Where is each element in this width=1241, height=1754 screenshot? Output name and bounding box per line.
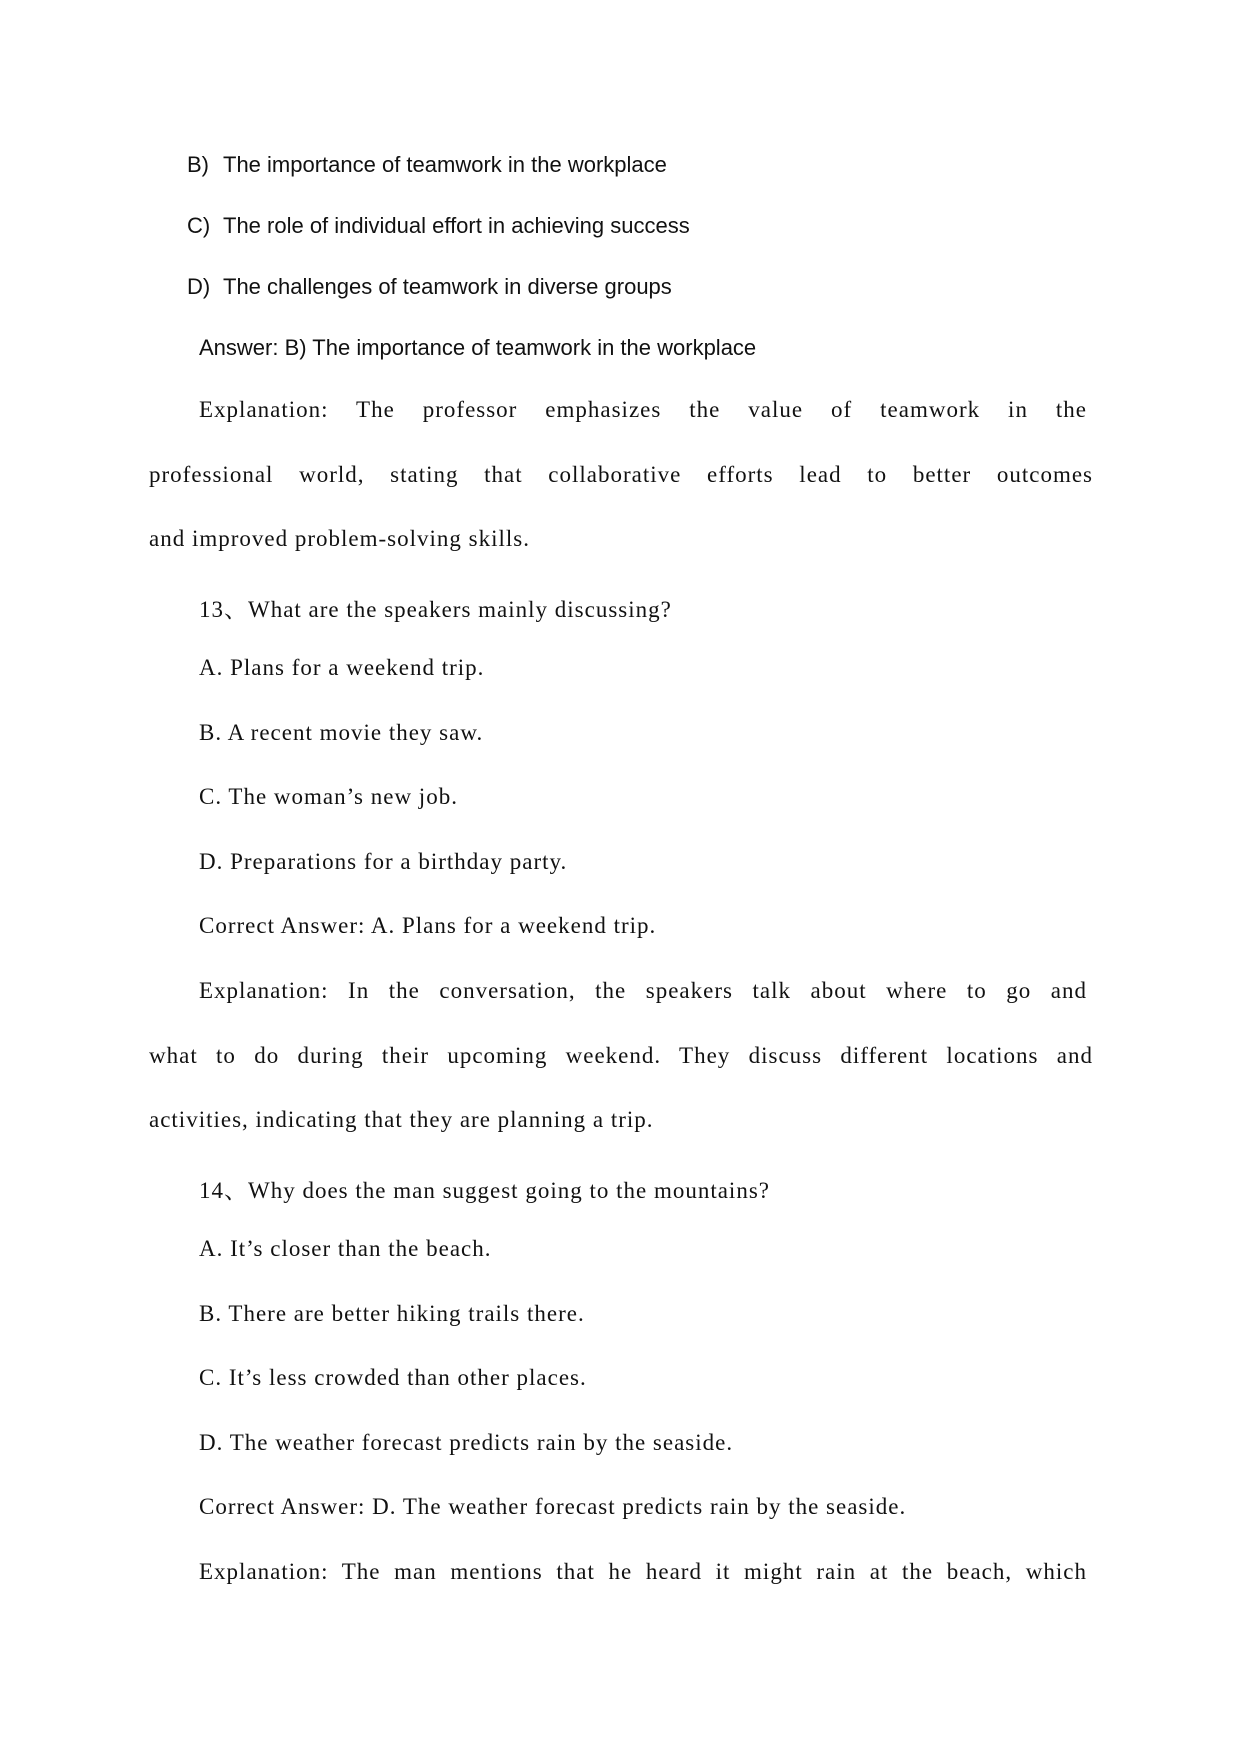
explanation-line: professional world, stating that collaborative efforts lead to better outcomes bbox=[149, 462, 1093, 487]
q13-explanation-line: Explanation: In the conversation, the speakers talk about where to go and bbox=[199, 978, 1087, 1003]
option-b bbox=[187, 152, 667, 178]
option-letter: B) bbox=[187, 152, 209, 177]
option-letter: D) bbox=[187, 274, 211, 299]
q14-explanation-line: Explanation: The man mentions that he heard it might rain at the beach, which bbox=[199, 1559, 1087, 1584]
q13-explanation-line: what to do during their upcoming weekend. They discuss different locations and bbox=[149, 1043, 1093, 1068]
q13-option-b: B. A recent movie they saw. bbox=[199, 720, 484, 745]
q13-option-d: D. Preparations for a birthday party. bbox=[199, 849, 568, 874]
q13-option-c: C. The woman’s new job. bbox=[199, 784, 458, 809]
option-c bbox=[187, 213, 690, 239]
q14-option-c: C. It’s less crowded than other places. bbox=[199, 1365, 587, 1390]
option-text: The role of individual effort in achieving success bbox=[223, 213, 690, 238]
answer-line: Answer: B) The importance of teamwork in the workplace bbox=[199, 335, 757, 360]
option-text: The importance of teamwork in the workplace bbox=[223, 152, 667, 177]
q13-option-a: A. Plans for a weekend trip. bbox=[199, 655, 485, 680]
q14-option-d: D. The weather forecast predicts rain by the seaside. bbox=[199, 1430, 734, 1455]
question-13: 13、What are the speakers mainly discussing? bbox=[199, 597, 672, 622]
option-letter: C) bbox=[187, 213, 211, 238]
q13-explanation-line: activities, indicating that they are planning a trip. bbox=[149, 1107, 654, 1132]
q14-answer: Correct Answer: D. The weather forecast predicts rain by the seaside. bbox=[199, 1494, 907, 1519]
question-14: 14、Why does the man suggest going to the mountains? bbox=[199, 1178, 770, 1203]
option-text: The challenges of teamwork in diverse groups bbox=[223, 274, 672, 299]
explanation-line: Explanation: The professor emphasizes the value of teamwork in the bbox=[199, 397, 1087, 422]
q14-option-b: B. There are better hiking trails there. bbox=[199, 1301, 585, 1326]
q14-option-a: A. It’s closer than the beach. bbox=[199, 1236, 492, 1261]
q13-answer: Correct Answer: A. Plans for a weekend trip. bbox=[199, 913, 657, 938]
option-d bbox=[187, 274, 672, 300]
explanation-line: and improved problem-solving skills. bbox=[149, 526, 530, 551]
